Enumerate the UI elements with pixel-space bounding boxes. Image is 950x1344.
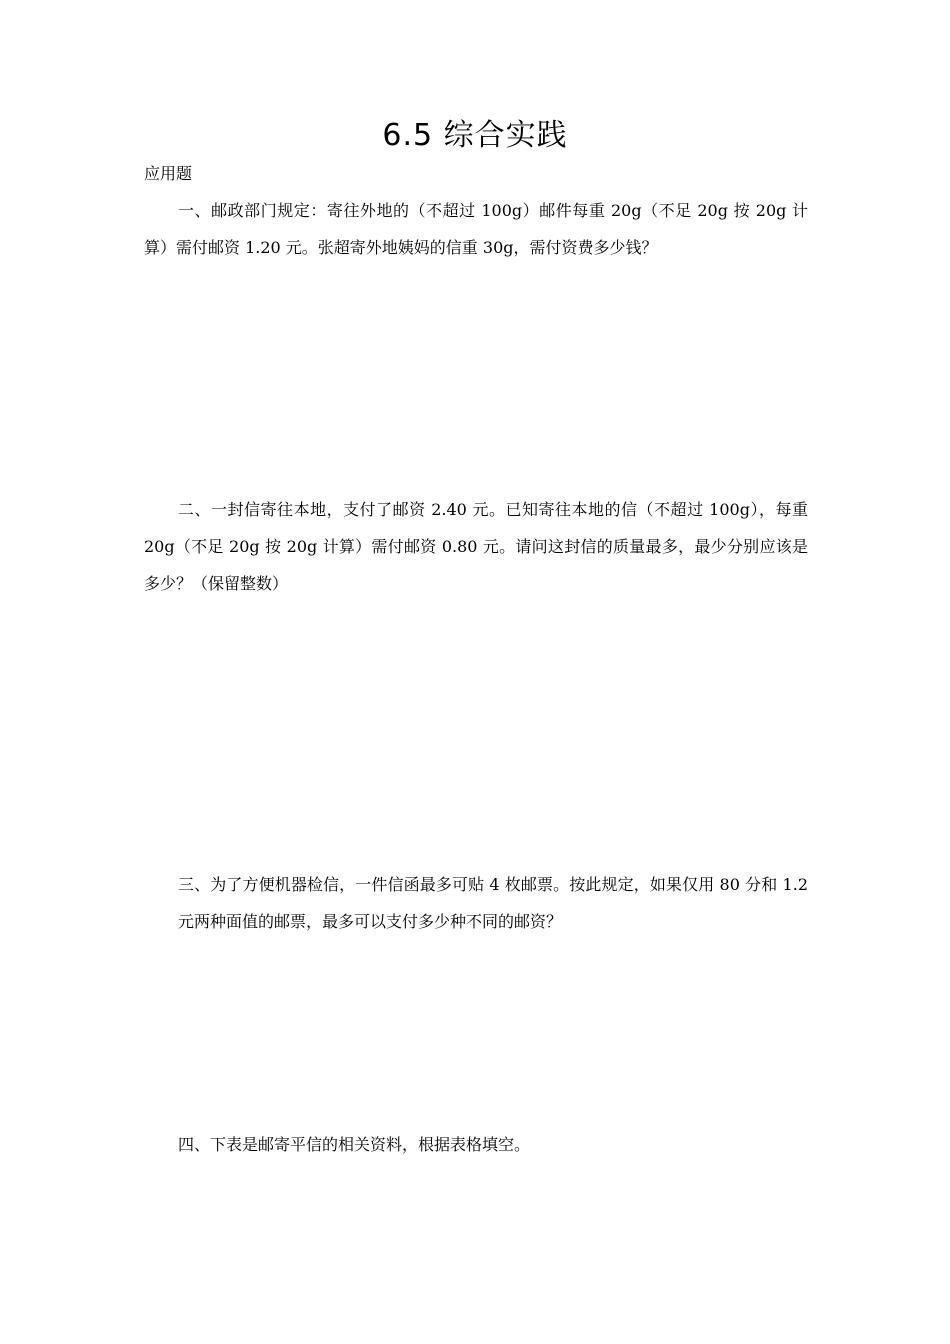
question-4: 四、下表是邮寄平信的相关资料，根据表格填空。 (178, 1135, 531, 1154)
section-label: 应用题 (144, 164, 193, 183)
question-3: 三、为了方便机器检信，一件信函最多可贴 4 枚邮票。按此规定，如果仅用 80 分和 1.2 元两种面值的邮票，最多可以支付多少种不同的邮资？ (178, 875, 808, 931)
question-2: 二、一封信寄往本地，支付了邮资 2.40 元。已知寄往本地的信（不超过 100g），每重 20g（不足 20g 按 20g 计算）需付邮资 0.80 元。请问这封信的质量最多，最少分别应该是多少？（保留整数） (144, 500, 808, 593)
page-title: 6.5 综合实践 (382, 118, 568, 153)
question-1: 一、邮政部门规定：寄往外地的（不超过 100g）邮件每重 20g（不足 20g 按 20g 计算）需付邮资 1.20 元。张超寄外地姨妈的信重 30g，需付资费多少钱？ (144, 201, 808, 257)
